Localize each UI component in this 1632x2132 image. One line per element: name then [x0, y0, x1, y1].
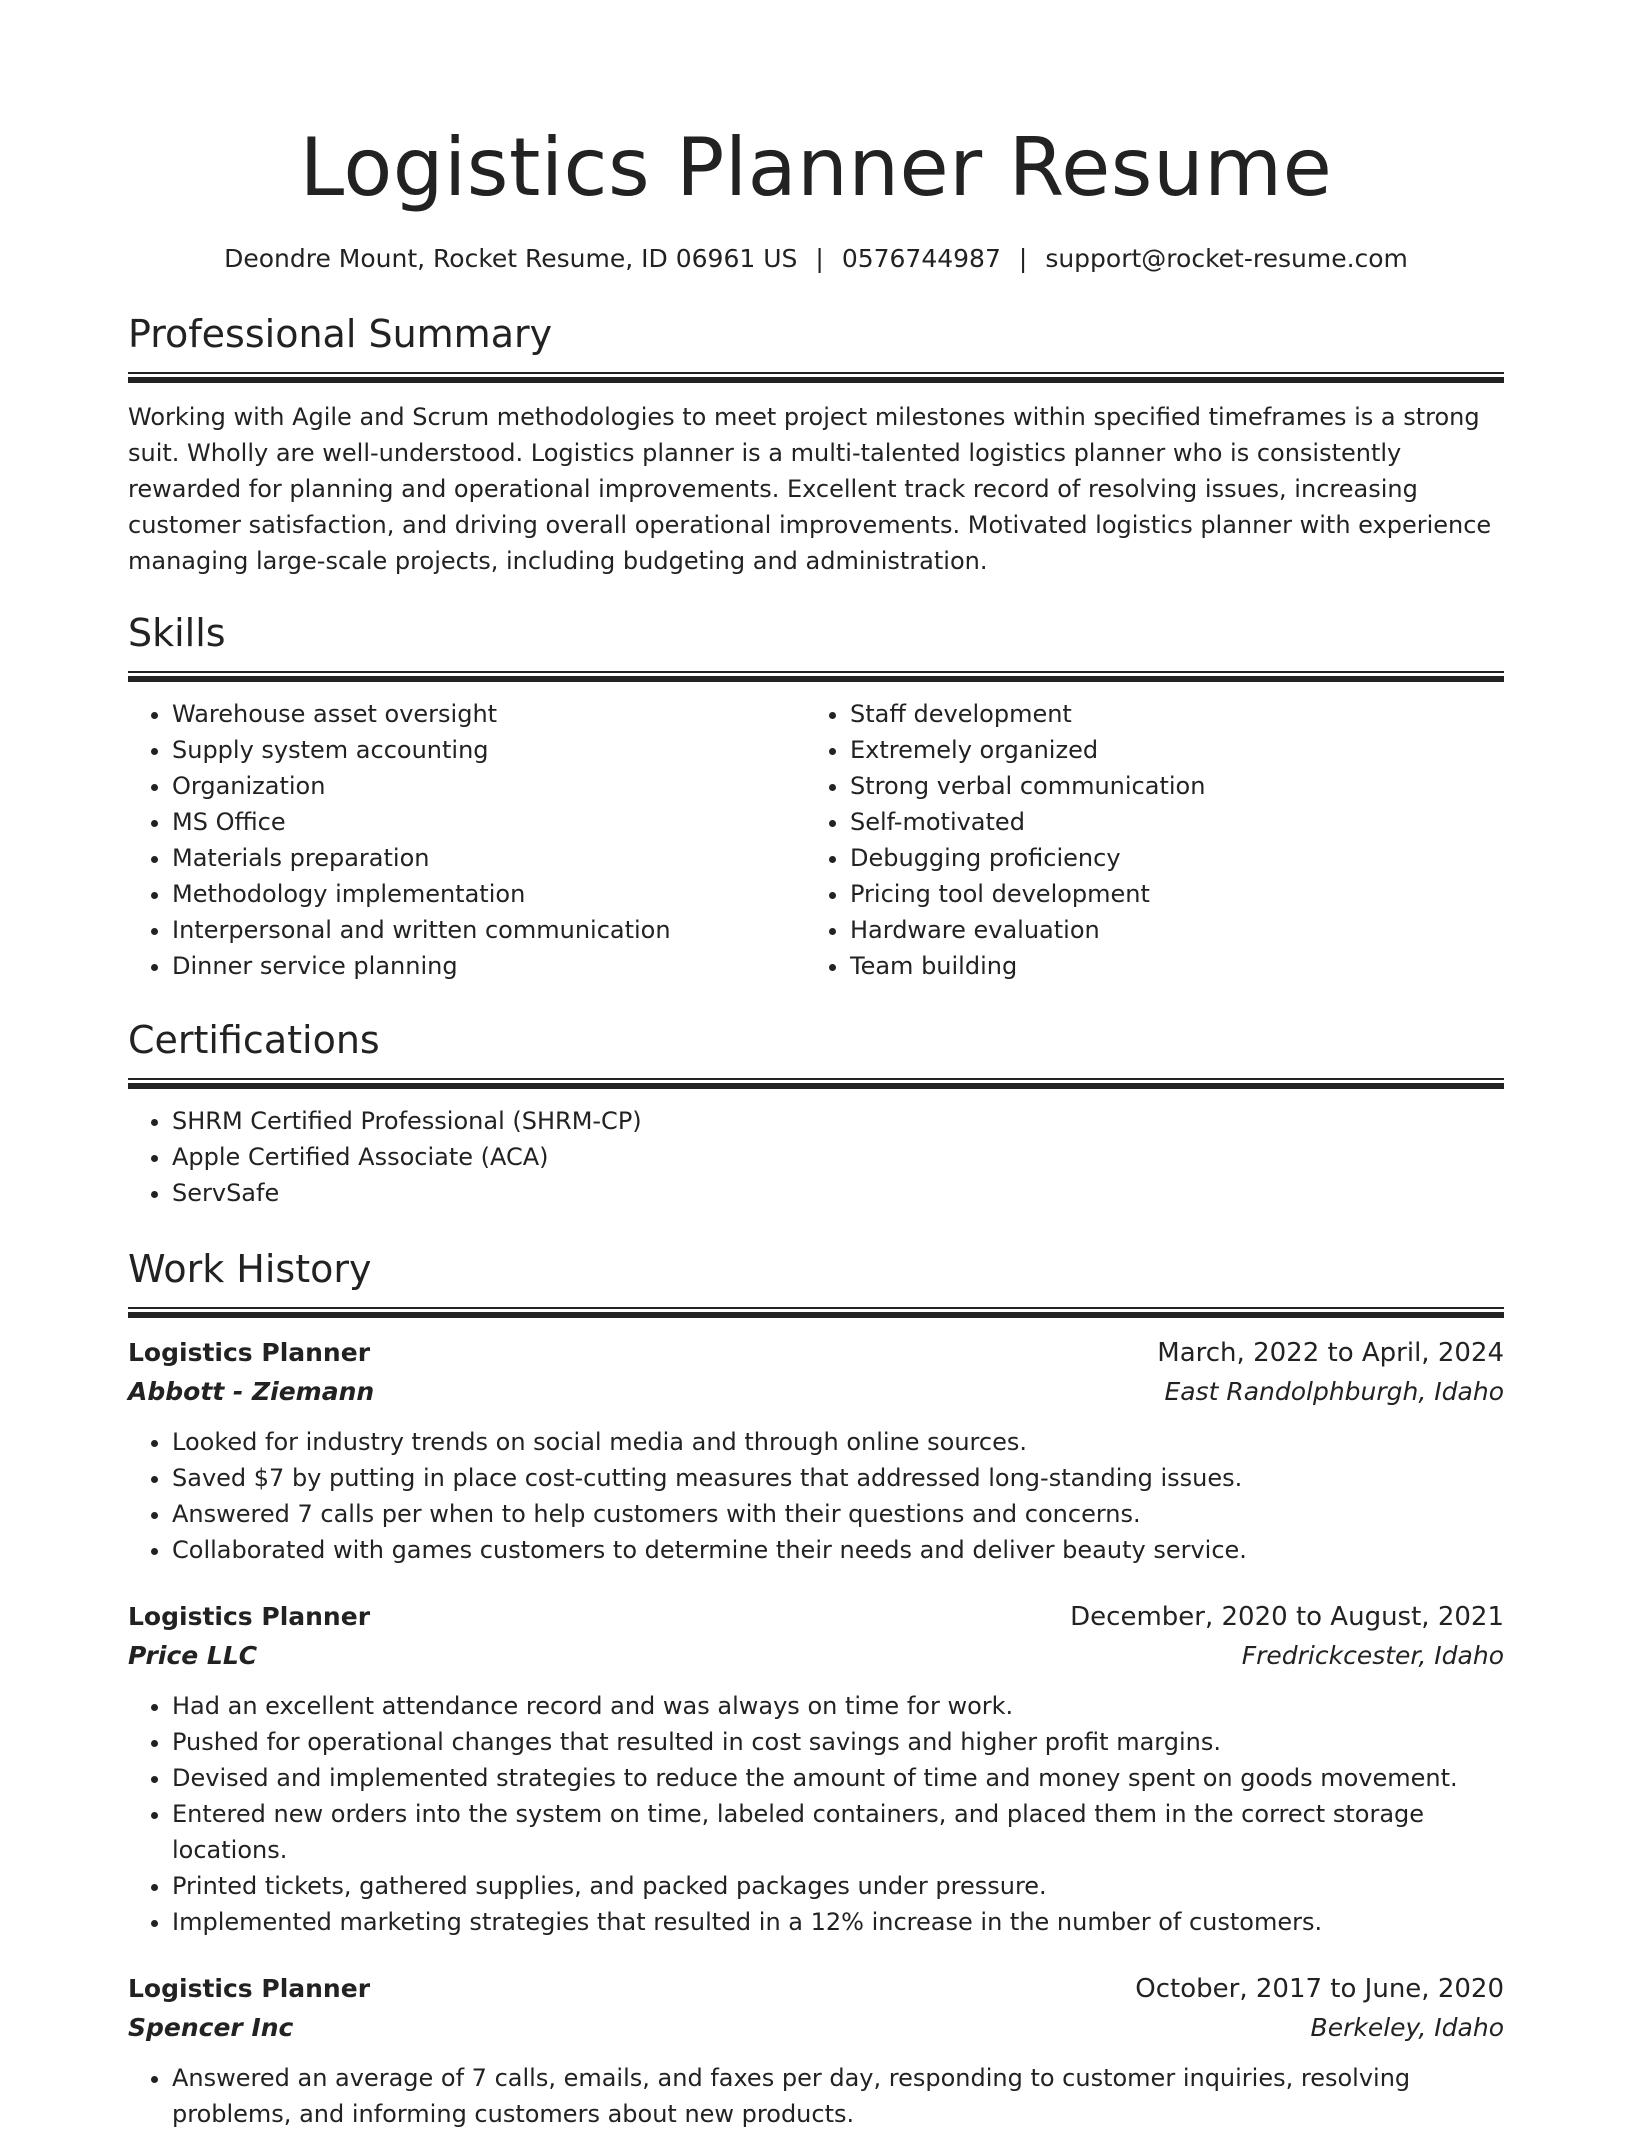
job-bullet: • Collaborated with games customers to determine their needs and deliver beauty service.: [172, 1532, 1504, 1568]
skill-item: • Staff development: [850, 696, 1484, 732]
job-dates: October, 2017 to June, 2020: [1135, 1974, 1504, 2004]
job-bullet: • Had an excellent attendance record and was always on time for work.: [172, 1688, 1504, 1724]
skill-item: • Dinner service planning: [172, 948, 806, 984]
job-subheader: [128, 2008, 1504, 2048]
job-bullet-list: [128, 1688, 1504, 1940]
job-entry: [128, 1970, 1504, 2132]
job-company: Abbott - Ziemann: [128, 1377, 375, 1406]
skill-item: • Methodology implementation: [172, 876, 806, 912]
job-dates: December, 2020 to August, 2021: [1070, 1602, 1504, 1632]
contact-email: support@rocket-resume.com: [1045, 244, 1408, 273]
skill-item: • Team building: [850, 948, 1484, 984]
certification-item: • Apple Certified Associate (ACA): [172, 1139, 1504, 1175]
job-bullet: • Looked for industry trends on social media and through online sources.: [172, 1424, 1504, 1460]
job-location: East Randolphburgh, Idaho: [1164, 1377, 1504, 1406]
contact-line: [128, 242, 1504, 276]
job-bullet: • Answered an average of 7 calls, emails, and faxes per day, responding to customer inquiries, resolving problems, and informing customers about new products.: [172, 2060, 1504, 2132]
page-title: Logistics Planner Resume: [299, 121, 1333, 214]
skill-item: • Extremely organized: [850, 732, 1484, 768]
skill-item: • Warehouse asset oversight: [172, 696, 806, 732]
section-heading-work-history: Work History: [128, 1247, 372, 1291]
section-divider: [128, 671, 1504, 682]
skill-item: • Supply system accounting: [172, 732, 806, 768]
section-heading-skills: Skills: [128, 611, 226, 655]
section-heading-summary: Professional Summary: [128, 312, 553, 356]
job-subheader: [128, 1372, 1504, 1412]
skill-item: • Organization: [172, 768, 806, 804]
certification-item: • ServSafe: [172, 1175, 1504, 1211]
section-divider: [128, 372, 1504, 383]
job-bullet: • Saved $7 by putting in place cost-cutting measures that addressed long-standing issues.: [172, 1460, 1504, 1496]
skill-item: • Interpersonal and written communication: [172, 912, 806, 948]
skill-item: • Strong verbal communication: [850, 768, 1484, 804]
summary-text: Working with Agile and Scrum methodologies to meet project milestones within specified timeframes is a strong suit. Wholly are well-understood. Logistics planner is a multi-talented logistics planner who is consistently rewarded for planning and operational improvements. Excellent track record of resolving issues, increasing customer satisfaction, and driving overall operational improvements. Motivated logistics planner with experience managing large-scale projects, including budgeting and administration.: [128, 403, 1492, 575]
job-title: Logistics Planner: [128, 1602, 371, 1631]
job-entry: [128, 1334, 1504, 1568]
summary-section: [128, 310, 1504, 579]
skills-grid: [128, 696, 1504, 984]
work-history-section: [128, 1245, 1504, 2132]
skill-item: • Hardware evaluation: [850, 912, 1484, 948]
certification-item: • SHRM Certified Professional (SHRM-CP): [172, 1103, 1504, 1139]
contact-phone: 0576744987: [841, 244, 1001, 273]
job-bullet-list: [128, 1424, 1504, 1568]
job-bullet-list: [128, 2060, 1504, 2132]
job-entry: [128, 1598, 1504, 1940]
job-subheader: [128, 1636, 1504, 1676]
job-bullet: • Printed tickets, gathered supplies, and packed packages under pressure.: [172, 1868, 1504, 1904]
job-header: [128, 1970, 1504, 2008]
section-divider: [128, 1307, 1504, 1318]
skills-list-right: [806, 696, 1484, 984]
job-bullet: • Devised and implemented strategies to reduce the amount of time and money spent on goods movement.: [172, 1760, 1504, 1796]
certifications-section: [128, 1016, 1504, 1211]
job-header: [128, 1598, 1504, 1636]
skills-list-left: [128, 696, 806, 984]
contact-separator: |: [815, 244, 824, 273]
job-bullet: • Entered new orders into the system on time, labeled containers, and placed them in the correct storage locations.: [172, 1796, 1504, 1868]
skill-item: • Materials preparation: [172, 840, 806, 876]
skill-item: • Pricing tool development: [850, 876, 1484, 912]
skill-item: • MS Office: [172, 804, 806, 840]
job-bullet: • Pushed for operational changes that resulted in cost savings and higher profit margins.: [172, 1724, 1504, 1760]
job-location: Berkeley, Idaho: [1310, 2013, 1504, 2042]
skill-item: • Self-motivated: [850, 804, 1484, 840]
certifications-list: [128, 1103, 1504, 1211]
job-title: Logistics Planner: [128, 1338, 371, 1367]
job-location: Fredrickcester, Idaho: [1241, 1641, 1504, 1670]
job-bullet: • Implemented marketing strategies that resulted in a 12% increase in the number of customers.: [172, 1904, 1504, 1940]
job-header: [128, 1334, 1504, 1372]
job-title: Logistics Planner: [128, 1974, 371, 2003]
contact-separator: |: [1018, 244, 1028, 273]
job-bullet: • Answered 7 calls per when to help customers with their questions and concerns.: [172, 1496, 1504, 1532]
job-company: Price LLC: [128, 1641, 258, 1670]
skill-item: • Debugging proficiency: [850, 840, 1484, 876]
section-divider: [128, 1078, 1504, 1089]
job-dates: March, 2022 to April, 2024: [1157, 1338, 1504, 1368]
contact-address: Deondre Mount, Rocket Resume, ID 06961 US: [224, 244, 798, 273]
section-heading-certifications: Certifications: [128, 1018, 380, 1062]
job-company: Spencer Inc: [128, 2013, 294, 2042]
skills-section: [128, 609, 1504, 984]
